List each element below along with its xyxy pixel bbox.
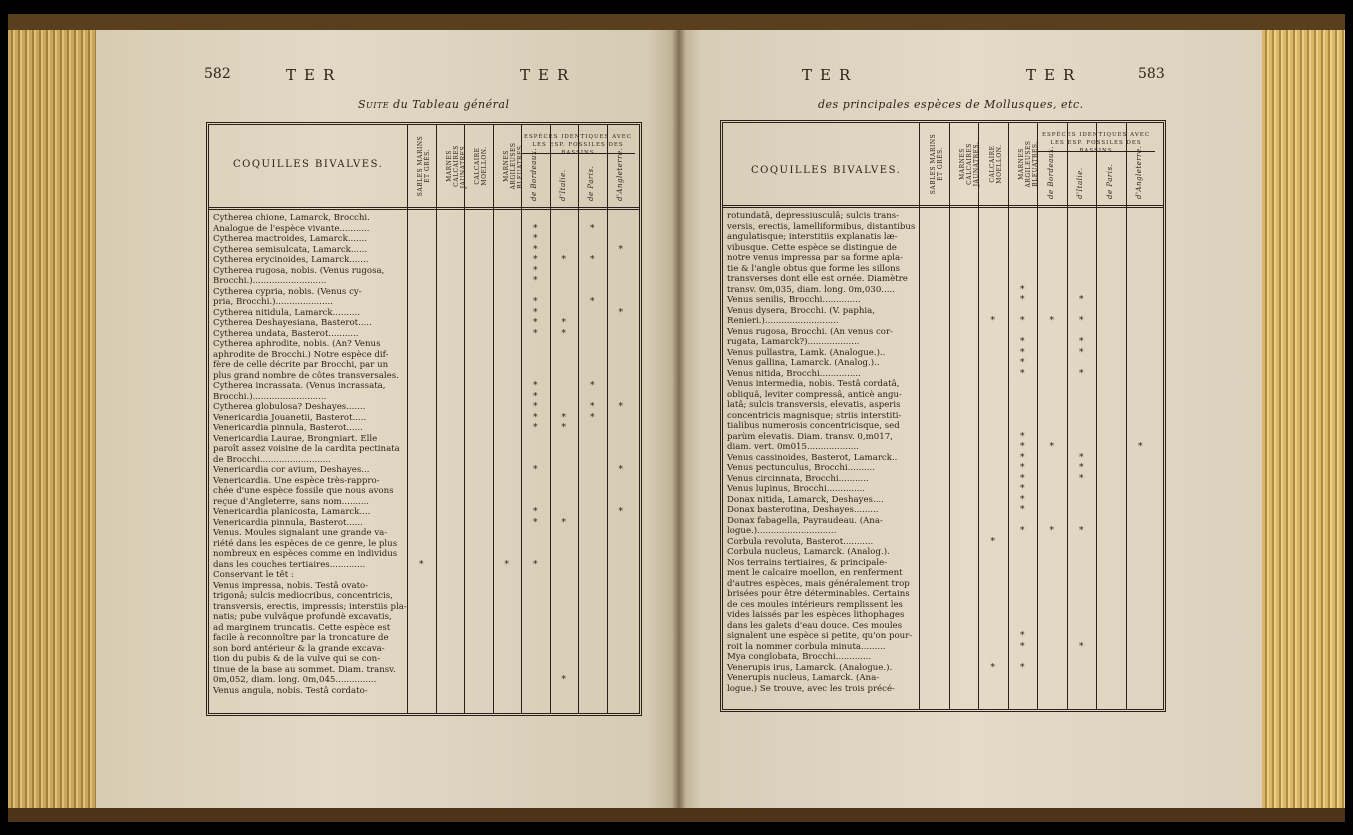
right_page-text-line: Donax fabagella, Payraudeau. (Ana- <box>727 515 883 526</box>
left_page-text-line: riété dans les espèces de ce genre, le plus <box>213 538 398 549</box>
left_page-text-line: Cytherea incrassata. (Venus incrassata, <box>213 381 386 391</box>
left_page-text-line: Cytherea aphrodite, nobis. (An? Venus <box>213 339 381 349</box>
left_page-text-line: Brocchi.)........................... <box>213 391 327 402</box>
left_page-text-line: tinue de la base au sommet. Diam. transv. <box>213 664 396 675</box>
left_page-occurrence-mark: * <box>533 402 538 412</box>
left_page-occurrence-mark: * <box>533 391 538 402</box>
right_page-occurrence-mark: * <box>1020 662 1025 673</box>
left_page-occurrence-mark: * <box>533 465 538 475</box>
left_page-text-line: Venus impressa, nobis. Testâ ovato- <box>213 580 369 591</box>
left_page-text-line: 0m,052, diam. long. 0m,045............... <box>213 675 377 685</box>
right_page-text-line: Venus nitida, Brocchi............... <box>727 368 861 379</box>
right_page-column-header-1: MARNES CALCAIRES JAUNATRES. <box>959 141 981 187</box>
right_page-occurrence-mark: * <box>1020 431 1025 442</box>
left_page-occurrence-mark: * <box>618 402 623 412</box>
right_page-occurrence-mark: * <box>1079 452 1084 463</box>
right_page-text-line: Venerupis nucleus, Lamarck. (Ana- <box>727 673 880 683</box>
right_page-occurrence-mark: * <box>1079 316 1084 326</box>
right_page-occurrence-mark: * <box>1020 284 1025 295</box>
right_page-text-line: concentricis magnisque; striis interstiti- <box>727 410 902 421</box>
right_page-text-line: Corbula revoluta, Basterot........... <box>727 536 874 547</box>
left-table <box>206 122 642 716</box>
right_page-group-header: ESPÈCES IDENTIQUES AVEC LES ESP. FOSSILES DES BASSINS <box>1041 132 1151 154</box>
left_page-column-rule-1 <box>436 125 437 713</box>
right_page-occurrence-mark: * <box>1020 484 1025 494</box>
right_page-column-header-7: d'Angleterre. <box>1135 145 1144 199</box>
right_page-occurrence-mark: * <box>1020 505 1025 515</box>
right_page-occurrence-mark: * <box>1079 641 1084 652</box>
left_page-text-line: Venericardia planicosta, Lamarck.... <box>213 507 371 517</box>
right_page-text-line: Venus pullastra, Lamk. (Analogue.).. <box>727 347 886 358</box>
right_page-text-line: vides laissés par les espèces lithophages <box>727 610 905 620</box>
left_page-text-line: Cytherea rugosa, nobis. (Venus rugosa, <box>213 265 385 276</box>
right_page-text-line: rotundatâ, depressiusculâ; sulcis trans- <box>727 211 900 221</box>
right_page-column-rule-1 <box>949 123 950 709</box>
right_page-column-header-4: de Bordeaux. <box>1046 145 1055 199</box>
left_page-text-line: natis; pube vulvâque profundè excavatis, <box>213 612 392 622</box>
right_page-occurrence-mark: * <box>990 316 995 326</box>
right_page-column-header-3: MARNES ARGILEUSES BLEUATRES. <box>1018 140 1040 188</box>
left_page-occurrence-mark: * <box>590 412 595 423</box>
right-subtitle: des principales espèces de Mollusques, etc. <box>818 98 1084 111</box>
right_page-column-rule-4 <box>1037 123 1038 709</box>
left_page-occurrence-mark: * <box>504 559 509 570</box>
right_page-text-line: ment le calcaire moellon, en renferment <box>727 568 903 578</box>
right-page-edges <box>1262 30 1345 810</box>
right_page-occurrence-mark: * <box>1079 295 1084 305</box>
right_page-text-line: roit la nommer corbula minuta......... <box>727 641 886 652</box>
left_page-column-header-7: d'Angleterre. <box>615 147 624 201</box>
left_page-column-rule-5 <box>550 125 551 713</box>
left_page-column-header-2: CALCAIRE MOELLON. <box>474 146 489 186</box>
left_page-occurrence-mark: * <box>533 255 538 265</box>
left_page-text-line: Brocchi.)........................... <box>213 276 327 286</box>
left_page-text-line: son bord antérieur & la grande excava- <box>213 643 385 654</box>
right_page-text-line: Mya conglobata, Brocchi............. <box>727 652 872 662</box>
left_page-text-line: Cytherea chione, Lamarck, Brocchi. <box>213 213 370 223</box>
left_page-text-line: trigonâ; sulcis mediocribus, concentricis, <box>213 591 393 601</box>
right_page-text-line: transv. 0m,035, diam. long. 0m,030..... <box>727 284 895 295</box>
left-page <box>96 30 678 810</box>
right_page-text-line: Venus senilis, Brocchi.............. <box>727 295 861 305</box>
right_page-occurrence-mark: * <box>1020 463 1025 473</box>
left_page-column-header-5: d'Italie. <box>558 169 567 201</box>
right_page-occurrence-mark: * <box>1079 526 1084 536</box>
left_page-occurrence-mark: * <box>533 423 538 433</box>
right_page-text-line: Venus cassinoides, Basterot, Lamarck.. <box>727 452 898 463</box>
left_page-occurrence-mark: * <box>561 255 566 265</box>
left_page-text-line: Cytherea nitidula, Lamarck.......... <box>213 307 360 318</box>
cover-bottom <box>8 808 1345 822</box>
right_page-occurrence-mark: * <box>1049 316 1054 326</box>
left_page-occurrence-mark: * <box>533 265 538 276</box>
left_page-column-rule-2 <box>464 125 465 713</box>
left_page-text-line: Venericardia Jouanetii, Basterot..... <box>213 412 367 423</box>
left_page-text-line: Venericardia Laurae, Brongniart. Elle <box>213 433 378 444</box>
left_page-occurrence-mark: * <box>561 412 566 423</box>
left_page-text-line: de Brocchi.......................... <box>213 454 331 465</box>
right_page-text-line: d'autres espèces, mais généralement trop <box>727 578 910 589</box>
right_page-text-line: dans les galets d'eau douce. Ces moules <box>727 620 903 631</box>
left_page-occurrence-mark: * <box>561 318 566 328</box>
right_page-occurrence-mark: * <box>1049 442 1054 452</box>
right_page-text-line: Nos terrains tertiaires, & principale- <box>727 557 888 568</box>
right_page-column-header-6: de Paris. <box>1105 163 1114 199</box>
right_page-occurrence-mark: * <box>1079 368 1084 379</box>
right_page-occurrence-mark: * <box>1020 641 1025 652</box>
right-table-text <box>727 211 919 694</box>
left_page-occurrence-mark: * <box>533 234 538 244</box>
right_page-text-line: Donax nitida, Lamarck, Deshayes.... <box>727 494 884 505</box>
left_page-column-rule-3 <box>493 125 494 713</box>
left_page-occurrence-mark: * <box>533 328 538 339</box>
left_page-text-line: Cytherea mactroides, Lamarck....... <box>213 234 367 244</box>
left_page-text-line: aphrodite de Brocchi.) Notre espèce dif- <box>213 349 389 360</box>
right_page-text-line: Venus pectunculus, Brocchi.......... <box>727 463 875 473</box>
book-spine <box>672 30 686 810</box>
right_page-text-line: Donax basterotina, Deshayes......... <box>727 505 879 515</box>
left_page-column-header-0: SABLES MARINS ET GRÈS. <box>417 135 432 197</box>
right_page-occurrence-mark: * <box>1079 473 1084 484</box>
left_page-text-line: ad marginem truncatis. Cette espèce est <box>213 622 391 633</box>
right_page-text-line: Venus circinnata, Brocchi........... <box>727 473 869 484</box>
left_page-occurrence-mark: * <box>618 244 623 255</box>
right_page-occurrence-mark: * <box>1020 368 1025 379</box>
left_page-occurrence-mark: * <box>533 412 538 423</box>
right_page-text-line: Venus lupinus, Brocchi.............. <box>727 484 865 494</box>
right_page-occurrence-mark: * <box>1020 358 1025 368</box>
right_page-occurrence-mark: * <box>1020 347 1025 358</box>
left_page-text-line: transversis, erectis, impressis; interstiis pla- <box>213 601 407 612</box>
right-header-right: TER <box>1026 66 1083 84</box>
right_page-occurrence-mark: * <box>1020 526 1025 536</box>
right_page-text-line: Venus dysera, Brocchi. (V. paphia, <box>727 305 876 316</box>
left_page-column-header-4: de Bordeaux. <box>530 147 539 201</box>
left-subtitle <box>358 98 509 111</box>
left_page-occurrence-mark: * <box>533 307 538 318</box>
right_page-text-line: Venus rugosa, Brocchi. (An venus cor- <box>727 326 893 337</box>
left_page-occurrence-mark: * <box>590 223 595 234</box>
left_page-text-line: Venericardia cor avium, Deshayes... <box>213 465 370 475</box>
left_page-occurrence-mark: * <box>590 255 595 265</box>
left_page-text-line: plus grand nombre de côtes transversales. <box>213 370 399 381</box>
right_page-text-line: latâ; sulcis transversis, elevatis, asperis <box>727 400 901 410</box>
left_page-occurrence-mark: * <box>533 276 538 286</box>
left_page-occurrence-mark: * <box>533 517 538 528</box>
right_page-text-line: transverses dont elle est ornée. Diamètre <box>727 274 908 284</box>
right_page-text-line: tie & l'angle obtus que forme les sillons <box>727 263 901 274</box>
right_page-text-line: parùm elevatis. Diam. transv. 0,m017, <box>727 431 893 442</box>
left_page-group-header: ESPÈCES IDENTIQUES AVEC LES ESP. FOSSILES DES BASSINS <box>523 134 633 156</box>
right_page-column-rule-0 <box>919 123 920 709</box>
right_page-occurrence-mark: * <box>1079 347 1084 358</box>
left_page-text-line: nombreux en espèces comme en individus <box>213 549 398 559</box>
right-table <box>720 120 1166 712</box>
left-header-right: TER <box>520 66 577 84</box>
left_page-text-line: paroît assez voisine de la cardita pectinata <box>213 444 400 454</box>
left_page-text-line: dans les couches tertiaires............. <box>213 559 366 570</box>
left_page-column-rule-0 <box>407 125 408 713</box>
left_page-column-rule-7 <box>607 125 608 713</box>
left_page-occurrence-mark: * <box>590 381 595 391</box>
right_page-text-line: tialibus numerosis concentricisque, sed <box>727 421 900 431</box>
right_page-text-line: Corbula nucleus, Lamarck. (Analog.). <box>727 547 890 557</box>
left_page-occurrence-mark: * <box>618 507 623 517</box>
left_page-text-line: Venericardia pinnula, Basterot...... <box>213 423 363 433</box>
right_page-occurrence-mark: * <box>1020 631 1025 641</box>
left-page-number: 582 <box>204 66 231 82</box>
left-page-edges <box>8 30 96 810</box>
right_page-occurrence-mark: * <box>990 536 995 547</box>
left_page-occurrence-mark: * <box>533 297 538 307</box>
left_page-column-rule-4 <box>521 125 522 713</box>
right_page-column-rule-3 <box>1008 123 1009 709</box>
left-subtitle-smallcaps: Suite <box>358 98 390 111</box>
left_page-occurrence-mark: * <box>618 307 623 318</box>
left_page-occurrence-mark: * <box>533 381 538 391</box>
right_page-occurrence-mark: * <box>1020 316 1025 326</box>
left_page-occurrence-mark: * <box>590 402 595 412</box>
right_page-text-line: Renieri.)........................... <box>727 316 839 326</box>
left_page-column-header-3: MARNES ARGILEUSES BLEUATRES. <box>502 142 524 190</box>
left_page-text-line: Cytherea semisulcata, Lamarck...... <box>213 244 368 255</box>
right_page-column-header-0: SABLES MARINS ET GRÈS. <box>929 133 944 195</box>
right-page-number: 583 <box>1138 66 1165 82</box>
left_page-text-line: Cytherea Deshayesiana, Basterot..... <box>213 318 372 328</box>
left_page-text-line: Cytherea cypria, nobis. (Venus cy- <box>213 286 362 297</box>
left_page-occurrence-mark: * <box>618 465 623 475</box>
right_page-text-line: de ces moules intérieurs remplissent les <box>727 599 903 610</box>
right_page-text-line: obliquâ, leviter compressâ, anticè angu- <box>727 389 902 400</box>
right_page-occurrence-mark: * <box>1079 337 1084 347</box>
left-table-text <box>213 213 407 696</box>
left_page-occurrence-mark: * <box>561 517 566 528</box>
right_page-text-line: versis, erectis, lamelliformibus, distantibus <box>727 221 916 232</box>
left_page-text-line: Venericardia pinnula, Basterot...... <box>213 517 363 528</box>
right-table-title: COQUILLES BIVALVES. <box>751 165 902 176</box>
left_page-text-line: chée d'une espèce fossile que nous avons <box>213 486 394 496</box>
left_page-column-header-1: MARNES CALCAIRES JAUNATRES. <box>445 143 467 189</box>
left_page-text-line: reçue d'Angleterre, sans nom.......... <box>213 496 369 507</box>
left_page-occurrence-mark: * <box>533 223 538 234</box>
right_page-occurrence-mark: * <box>1020 494 1025 505</box>
right_page-occurrence-mark: * <box>1020 337 1025 347</box>
right_page-text-line: rugata, Lamarck?)................... <box>727 337 860 347</box>
left_page-occurrence-mark: * <box>533 318 538 328</box>
right_page-occurrence-mark: * <box>1020 295 1025 305</box>
right_page-column-rule-6 <box>1096 123 1097 709</box>
left_page-occurrence-mark: * <box>561 328 566 339</box>
left_page-occurrence-mark: * <box>590 297 595 307</box>
left_page-text-line: fère de celle décrite par Brocchi, par un <box>213 360 389 370</box>
left_page-text-line: Cytherea globulosa? Deshayes....... <box>213 402 366 412</box>
right_page-text-line: Venus intermedia, nobis. Testâ cordatâ, <box>727 379 900 389</box>
right_page-text-line: diam. vert. 0m015................... <box>727 442 859 452</box>
right_page-text-line: brisées pour être déterminables. Certains <box>727 589 910 599</box>
right_page-occurrence-mark: * <box>1020 442 1025 452</box>
left_page-text-line: Conservant le têt : <box>213 570 294 580</box>
right_page-text-line: Venerupis irus, Lamarck. (Analogue.). <box>727 662 893 673</box>
right_page-text-line: logue.)............................. <box>727 526 837 536</box>
right_page-occurrence-mark: * <box>1020 473 1025 484</box>
left-subtitle-rest: du Tableau général <box>393 98 510 111</box>
right_page-occurrence-mark: * <box>1049 526 1054 536</box>
left_page-text-line: facile à reconnoître par la troncature de <box>213 633 389 643</box>
right_page-text-line: Venus gallina, Lamarck. (Analog.).. <box>727 358 880 368</box>
left_page-occurrence-mark: * <box>419 559 424 570</box>
right_page-text-line: notre venus impressa par sa forme apla- <box>727 253 904 263</box>
left_page-column-header-6: de Paris. <box>587 165 596 201</box>
left-table-title: COQUILLES BIVALVES. <box>233 159 384 170</box>
right_page-column-rule-2 <box>978 123 979 709</box>
right_page-column-rule-5 <box>1067 123 1068 709</box>
right_page-text-line: angulatisque; interstitiis explanatis læ- <box>727 232 898 242</box>
left-header-left: TER <box>286 66 343 84</box>
left_page-occurrence-mark: * <box>561 675 566 685</box>
left_page-text-line: tion du pubis & de la vulve qui se con- <box>213 654 381 664</box>
left_page-column-rule-6 <box>578 125 579 713</box>
right_page-occurrence-mark: * <box>1079 463 1084 473</box>
right-page <box>678 30 1262 810</box>
right_page-occurrence-mark: * <box>1138 442 1143 452</box>
right_page-column-header-2: CALCAIRE MOELLON. <box>988 144 1003 184</box>
right_page-occurrence-mark: * <box>990 662 995 673</box>
right_page-text-line: logue.) Se trouve, avec les trois précé- <box>727 683 895 694</box>
left_page-text-line: Analogue de l'espèce vivante........... <box>213 223 370 234</box>
left_page-text-line: Venus. Moules signalant une grande va- <box>213 528 388 538</box>
left_page-occurrence-mark: * <box>533 507 538 517</box>
left_page-text-line: Venus angula, nobis. Testâ cordato- <box>213 685 368 696</box>
right_page-column-header-5: d'Italie. <box>1076 167 1085 199</box>
right-header-left: TER <box>802 66 859 84</box>
left_page-text-line: pria, Brocchi.)..................... <box>213 297 333 307</box>
right_page-text-line: signalent une espèce si petite, qu'on pour- <box>727 631 913 641</box>
right_page-text-line: vibusque. Cette espèce se distingue de <box>727 242 897 253</box>
right_page-column-rule-7 <box>1126 123 1127 709</box>
right_page-occurrence-mark: * <box>1020 452 1025 463</box>
left_page-occurrence-mark: * <box>533 559 538 570</box>
left_page-occurrence-mark: * <box>533 244 538 255</box>
left_page-text-line: Cytherea undata, Basterot........... <box>213 328 359 339</box>
left_page-text-line: Venericardia. Une espèce très-rappro- <box>213 475 380 486</box>
left_page-text-line: Cytherea erycinoides, Lamarck....... <box>213 255 369 265</box>
left_page-occurrence-mark: * <box>561 423 566 433</box>
